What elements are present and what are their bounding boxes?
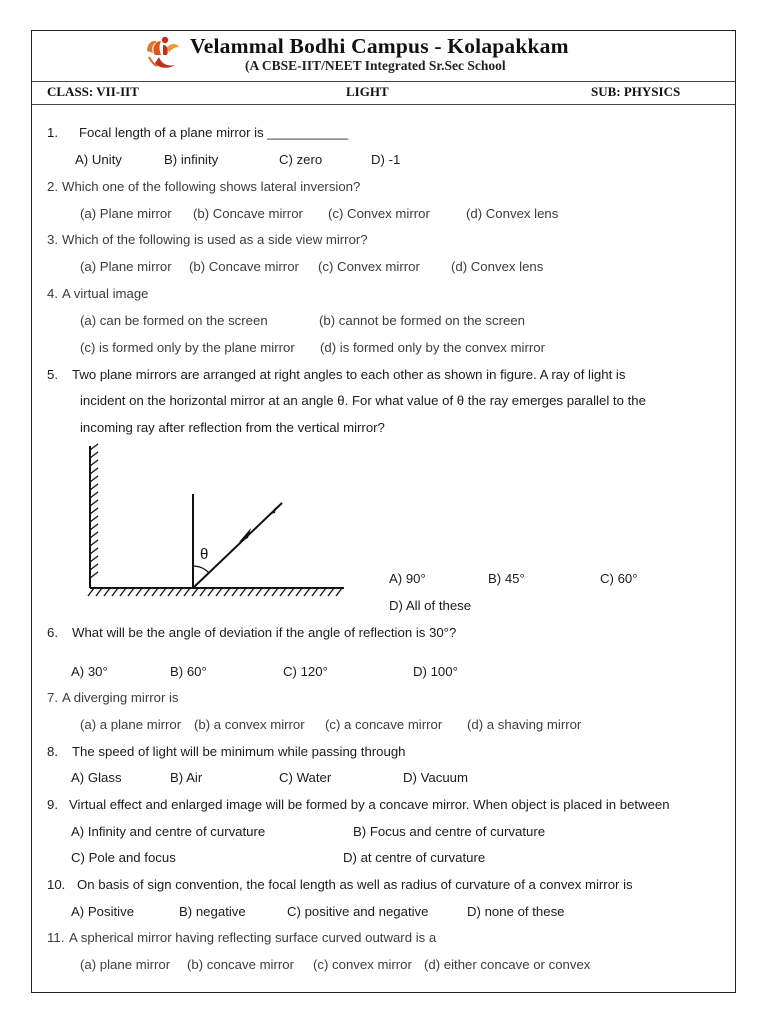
question-number: 3. xyxy=(47,232,58,247)
mirrors-figure xyxy=(76,442,352,602)
option: D) 100° xyxy=(413,664,458,679)
header-rule-top xyxy=(32,81,735,82)
option: D) at centre of curvature xyxy=(343,850,486,865)
option: C) Water xyxy=(279,770,332,785)
option: (b) a convex mirror xyxy=(194,717,305,732)
question-text: A virtual image xyxy=(62,286,149,301)
option: (c) a concave mirror xyxy=(325,717,443,732)
option: D) All of these xyxy=(389,598,472,613)
option: B) negative xyxy=(179,904,246,919)
option: B) Air xyxy=(170,770,203,785)
school-name: Velammal Bodhi Campus - Kolapakkam xyxy=(190,34,569,58)
question-text-line: incident on the horizontal mirror at an angle θ. For what value of θ the ray emerges parallel to the xyxy=(80,393,646,408)
question-number: 8. xyxy=(47,744,58,759)
option: (a) can be formed on the screen xyxy=(80,313,268,328)
option: (c) is formed only by the plane mirror xyxy=(80,340,295,355)
option: (a) Plane mirror xyxy=(80,206,172,221)
option: (d) is formed only by the convex mirror xyxy=(320,340,545,355)
option: D) none of these xyxy=(467,904,565,919)
option: (d) Convex lens xyxy=(451,259,544,274)
topic-label: LIGHT xyxy=(346,84,389,99)
question-text: A diverging mirror is xyxy=(62,690,179,705)
option: A) Infinity and centre of curvature xyxy=(71,824,266,839)
question-text: Focal length of a plane mirror is ___________ xyxy=(79,125,349,140)
option: A) 30° xyxy=(71,664,108,679)
option: (c) convex mirror xyxy=(313,957,412,972)
school-subtitle: (A CBSE-IIT/NEET Integrated Sr.Sec School xyxy=(245,58,506,73)
question-number: 5. xyxy=(47,367,58,382)
option: B) Focus and centre of curvature xyxy=(353,824,546,839)
question-number: 4. xyxy=(47,286,58,301)
option: (d) either concave or convex xyxy=(424,957,591,972)
question-text: Which of the following is used as a side view mirror? xyxy=(62,232,368,247)
option: B) 45° xyxy=(488,571,525,586)
option: C) positive and negative xyxy=(287,904,429,919)
option: (c) Convex mirror xyxy=(318,259,420,274)
question-text-line: incoming ray after reflection from the vertical mirror? xyxy=(80,420,385,435)
question-text: A spherical mirror having reflecting surface curved outward is a xyxy=(69,930,437,945)
class-label: CLASS: VII-IIT xyxy=(47,84,139,99)
question-number: 6. xyxy=(47,625,58,640)
option: (a) a plane mirror xyxy=(80,717,182,732)
option: C) zero xyxy=(279,152,323,167)
subject-label: SUB: PHYSICS xyxy=(591,84,681,99)
question-text: Virtual effect and enlarged image will be formed by a concave mirror. When object is placed in between xyxy=(69,797,670,812)
option: (d) a shaving mirror xyxy=(467,717,582,732)
question-number: 2. xyxy=(47,179,58,194)
option: D) Vacuum xyxy=(403,770,468,785)
option: B) infinity xyxy=(164,152,219,167)
option: A) Glass xyxy=(71,770,122,785)
question-number: 10. xyxy=(47,877,66,892)
question-number: 11. xyxy=(47,930,65,945)
option: (b) concave mirror xyxy=(187,957,294,972)
question-text: The speed of light will be minimum while passing through xyxy=(72,744,406,759)
option: (d) Convex lens xyxy=(466,206,559,221)
option: A) 90° xyxy=(389,571,426,586)
option: D) -1 xyxy=(371,152,401,167)
option: B) 60° xyxy=(170,664,207,679)
question-text-line: Two plane mirrors are arranged at right angles to each other as shown in figure. A ray of light is xyxy=(72,367,626,382)
horizontal-mirror-hatching xyxy=(88,588,342,596)
option: (c) Convex mirror xyxy=(328,206,430,221)
header-rule-bottom xyxy=(32,104,735,105)
option: (b) Concave mirror xyxy=(193,206,303,221)
question-text: What will be the angle of deviation if the angle of reflection is 30°? xyxy=(72,625,457,640)
question-number: 9. xyxy=(47,797,58,812)
school-logo-icon xyxy=(141,33,187,73)
option: (b) Concave mirror xyxy=(189,259,299,274)
option: A) Unity xyxy=(75,152,122,167)
question-number: 7. xyxy=(47,690,58,705)
option: (a) Plane mirror xyxy=(80,259,172,274)
vertical-mirror-hatching xyxy=(90,444,98,578)
option: C) 60° xyxy=(600,571,638,586)
ray-arrow-icon xyxy=(270,507,276,514)
theta-label: θ xyxy=(200,546,209,563)
question-number: 1. xyxy=(47,125,58,140)
question-text: Which one of the following shows lateral inversion? xyxy=(62,179,361,194)
option: (b) cannot be formed on the screen xyxy=(319,313,525,328)
option: A) Positive xyxy=(71,904,135,919)
angle-arc xyxy=(193,566,209,573)
question-text: On basis of sign convention, the focal length as well as radius of curvature of a convex mirror is xyxy=(77,877,633,892)
option: C) Pole and focus xyxy=(71,850,176,865)
option: (a) plane mirror xyxy=(80,957,171,972)
option: C) 120° xyxy=(283,664,328,679)
